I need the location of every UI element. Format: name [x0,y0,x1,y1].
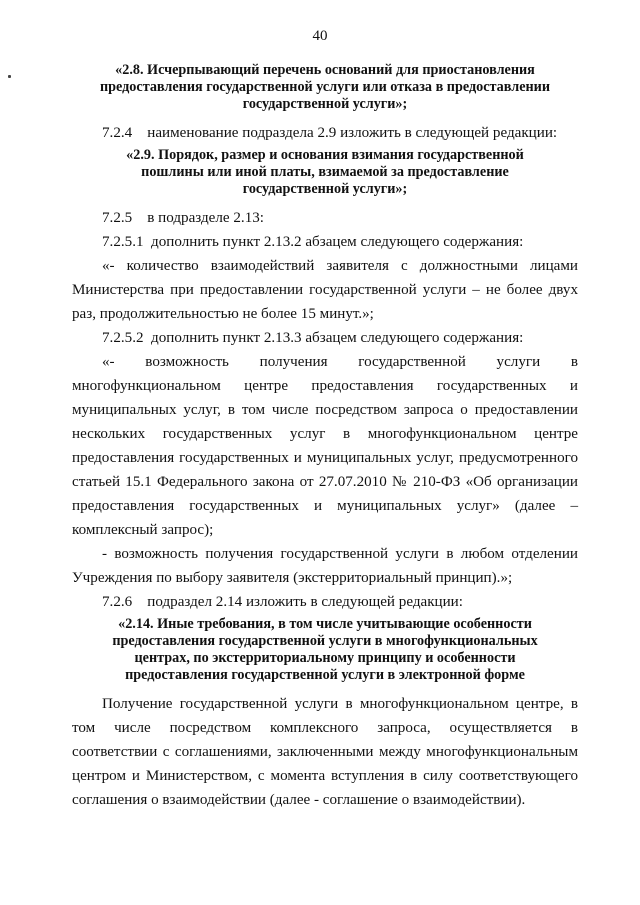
text-line: - возможность получения государственной услуги в любом отделении [102,546,578,562]
text-line: комплексный запрос); [72,522,214,538]
text-line: статьей 15.1 Федерального закона от 27.07.2010 № 210-ФЗ «Об организации [72,474,578,490]
text-line: нескольких государственных услуг в многофункциональном центре [72,426,578,442]
heading-line: центрах, по экстерриториальному принципу и особенности [134,650,516,666]
heading-line: «2.14. Иные требования, в том числе учитывающие особенности [118,616,532,632]
quote-3 [72,542,578,590]
text-line: предоставления государственных и муниципальных услуг, предусмотренного [72,450,578,466]
item-7-2-5-1: 7.2.5.1 дополнить пункт 2.13.2 абзацем следующего содержания: [102,234,524,250]
heading-line: государственной услуги»; [242,181,408,197]
item-7-2-4: 7.2.4 наименование подраздела 2.9 изложить в следующей редакции: [102,125,558,141]
text-line: Министерства при предоставлении государственной услуги – не более двух [72,282,578,298]
item-7-2-6: 7.2.6 подраздел 2.14 изложить в следующей редакции: [102,594,463,610]
text-line: Учреждения по выбору заявителя (экстерриториальный принцип).»; [72,570,513,586]
text-line: муниципальных услуг, в том числе посредством запроса о предоставлении [72,402,578,418]
heading-2-8 [72,62,578,113]
final-paragraph [72,692,578,812]
heading-line: предоставления государственной услуги в многофункциональных [112,633,538,649]
text-line: предоставления государственных и муниципальных услуг» (далее – [72,498,578,514]
heading-line: «2.9. Порядок, размер и основания взимания государственной [126,147,524,163]
text-line: «- возможность получения государственной услуги в [102,354,578,370]
quote-2 [72,350,578,542]
heading-line: предоставления государственной услуги или отказа в предоставлении [99,79,551,95]
heading-2-14 [72,616,578,684]
scan-mark [8,75,11,78]
page-number: 40 [312,28,328,44]
item-7-2-5-2: 7.2.5.2 дополнить пункт 2.13.3 абзацем следующего содержания: [102,330,524,346]
text-line: соответствии с соглашениями, заключенными между многофункциональным [72,744,578,760]
text-line: «- количество взаимодействий заявителя с должностными лицами [102,258,578,274]
heading-2-9 [72,147,578,198]
heading-line: предоставления государственной услуги в электронной форме [125,667,525,683]
text-line: центром и Министерством, с момента вступления в силу соответствующего [72,768,578,784]
heading-line: государственной услуги»; [242,96,408,112]
text-line: раз, продолжительностью не более 15 минут.»; [72,306,374,322]
document-body [72,62,578,812]
text-line: многофункциональном центре предоставления государственных и [72,378,578,394]
text-line: Получение государственной услуги в многофункциональном центре, в [102,696,578,712]
heading-line: «2.8. Исчерпывающий перечень оснований для приостановления [115,62,535,78]
quote-1 [72,254,578,326]
heading-line: пошлины или иной платы, взимаемой за предоставление [141,164,509,180]
item-7-2-5: 7.2.5 в подразделе 2.13: [102,210,264,226]
text-line: соглашения о взаимодействии (далее - соглашение о взаимодействии). [72,792,526,808]
text-line: том числе посредством комплексного запроса, осуществляется в [72,720,578,736]
